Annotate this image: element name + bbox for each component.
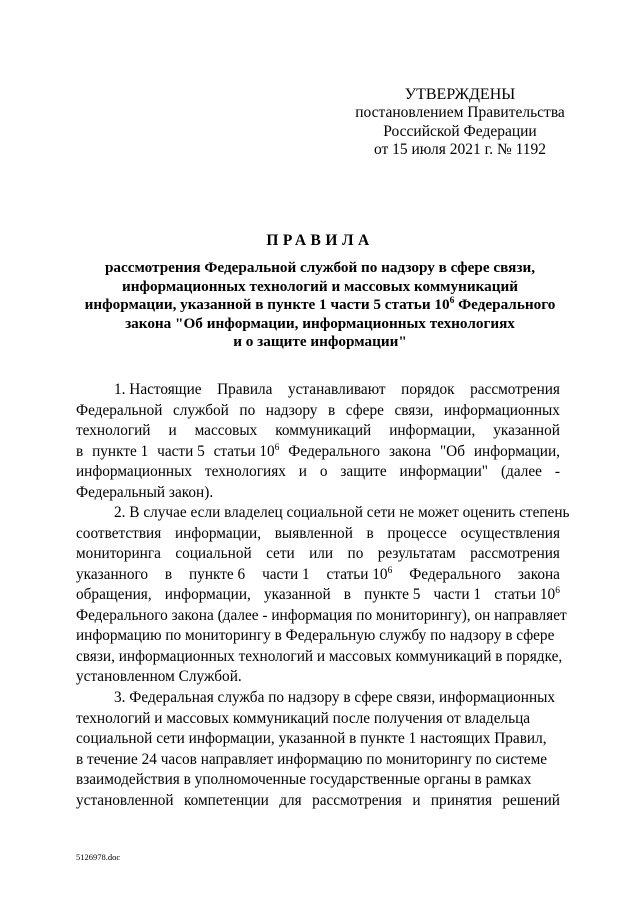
word: рассмотрения <box>470 381 560 398</box>
word: статьи $10^6$ <box>213 442 280 460</box>
word: обращения, <box>76 586 152 603</box>
word: в <box>76 442 84 460</box>
word: социальной сети информации, указанной в пункте 1 настоящих Правил, <box>76 730 547 747</box>
word: пункте 5 <box>364 586 421 603</box>
text-line <box>76 688 560 709</box>
word: или <box>309 545 334 562</box>
paragraph-1 <box>76 380 560 503</box>
word: статьи $10^6$ <box>326 565 393 583</box>
word: части 5 <box>157 442 205 460</box>
word: информации, <box>164 586 251 603</box>
word: статьи $10^6$ <box>494 586 560 603</box>
word: защите <box>340 463 387 480</box>
approval-line: постановлением Правительства <box>355 104 565 122</box>
text-line <box>76 606 567 627</box>
text-line <box>76 524 560 545</box>
word: установленной <box>76 791 174 809</box>
word: связи, информационных технологий и массовых коммуникаций в порядке, <box>76 647 563 665</box>
subtitle-line: информационных технологий и массовых коммуникаций <box>122 277 518 295</box>
text-line <box>76 421 560 442</box>
text-line <box>76 791 560 812</box>
word: взаимодействия в уполномоченные государственные органы в рамках <box>76 771 532 788</box>
word: социальной <box>175 545 252 562</box>
word: по <box>347 545 364 562</box>
text-line <box>76 750 560 771</box>
word: в <box>328 401 336 419</box>
word: и <box>412 791 421 809</box>
word: в <box>366 524 374 542</box>
subtitle-line <box>60 296 580 315</box>
word: сфере <box>345 401 384 419</box>
document-title: ПРАВИЛА <box>266 232 374 249</box>
text-line <box>76 626 560 647</box>
text-line: Федеральный закон). <box>76 483 214 501</box>
word: пункте 6 <box>189 565 246 583</box>
text-line <box>76 442 560 463</box>
word: 3. Федеральная служба по надзору в сфере связи, информационных <box>114 689 556 706</box>
word: результатам <box>377 545 456 562</box>
word: указанной <box>493 422 560 439</box>
word: части 1 <box>433 586 482 603</box>
word: части 1 <box>262 565 310 583</box>
word: принятия <box>430 791 493 809</box>
word: коммуникаций <box>275 422 372 439</box>
word: мониторинга <box>76 545 161 562</box>
superscript: 6 <box>274 442 280 453</box>
text-line <box>76 770 560 791</box>
text-line: установленном Службой. <box>76 668 242 685</box>
word: (далее <box>500 463 542 480</box>
approval-heading: УТВЕРЖДЕНЫ <box>404 86 516 103</box>
word: пункте 1 <box>92 442 149 460</box>
word: Федерального <box>409 565 501 583</box>
word: закона <box>517 565 560 583</box>
text-line <box>76 647 563 668</box>
word: Федеральной <box>76 401 163 419</box>
word: осуществления <box>460 524 560 542</box>
word: информационных <box>443 401 560 419</box>
word: информационных <box>76 463 193 480</box>
approval-line: Российской Федерации <box>383 122 537 140</box>
word: соответствия <box>76 524 162 542</box>
subtitle-line: и о защите информации" <box>233 333 407 351</box>
word: о <box>319 463 328 480</box>
word: по <box>239 401 256 419</box>
approval-line: от 15 июля 2021 г. № 1192 <box>373 141 547 159</box>
paragraph-3 <box>76 688 560 811</box>
word: технологий <box>76 422 151 439</box>
word: указанной <box>264 586 331 603</box>
text-line <box>76 503 570 524</box>
word: информации, <box>473 442 560 460</box>
word: технологиях <box>204 463 286 480</box>
file-name-footer: 5126978.doc <box>76 852 121 862</box>
text-line <box>76 729 560 750</box>
text-line <box>76 709 560 730</box>
word: в течение 24 часов направляет информацию по мониторингу по системе <box>76 750 548 768</box>
word: решений <box>502 791 560 809</box>
subtitle-text: Федерального <box>454 296 556 314</box>
word: - <box>554 463 560 480</box>
document-subtitle <box>60 259 580 352</box>
text-line <box>76 585 560 606</box>
word: "Об <box>439 442 466 460</box>
word: надзору <box>265 401 318 419</box>
word: устанавливают <box>287 381 386 398</box>
text-line <box>76 462 560 483</box>
approval-block <box>340 86 580 160</box>
text-line <box>76 380 560 401</box>
word: Федерального <box>288 442 381 460</box>
word: в <box>343 586 352 603</box>
word: указанного <box>76 565 149 583</box>
word: в <box>164 565 173 583</box>
word: выявленной <box>274 524 353 542</box>
word: информацию по мониторингу в Федеральную службу по надзору в сфере <box>76 627 555 644</box>
superscript: 6 <box>555 586 560 596</box>
word: 1. Настоящие <box>114 381 202 398</box>
superscript: 6 <box>387 565 393 576</box>
word: информации" <box>399 463 489 480</box>
word: и <box>168 422 177 439</box>
word: информации, <box>389 422 476 439</box>
word: рассмотрения <box>312 791 402 809</box>
subtitle-line: закона "Об информации, информационных технологиях <box>125 314 515 332</box>
subtitle-line: рассмотрения Федеральной службой по надзору в сфере связи, <box>104 259 536 276</box>
word: технологий и массовых коммуникаций после получения от владельца <box>76 709 531 727</box>
text-line <box>76 565 560 586</box>
word: процессе <box>387 524 447 542</box>
word: 2. В случае если владелец социальной сети не может оценить степень <box>114 504 570 521</box>
word: для <box>279 791 302 809</box>
superscript: 6 <box>449 296 455 307</box>
word: связи, <box>394 401 434 419</box>
paragraph-2 <box>76 503 570 688</box>
subtitle-text: информации, указанной в пункте 1 части 5 статьи 10 <box>84 296 450 314</box>
word: порядок <box>401 381 455 398</box>
word: информации, <box>174 524 262 542</box>
word: Правила <box>217 381 273 398</box>
word: закона <box>388 442 432 460</box>
text-line <box>76 544 560 565</box>
word: Федерального закона (далее - информация по мониторингу), он направляет <box>76 606 567 624</box>
word: массовых <box>194 422 258 439</box>
word: службой <box>173 401 229 419</box>
word: компетенции <box>183 791 269 809</box>
word: рассмотрения <box>470 545 560 562</box>
word: и <box>298 463 307 480</box>
word: сети <box>266 545 295 562</box>
text-line <box>76 401 560 422</box>
